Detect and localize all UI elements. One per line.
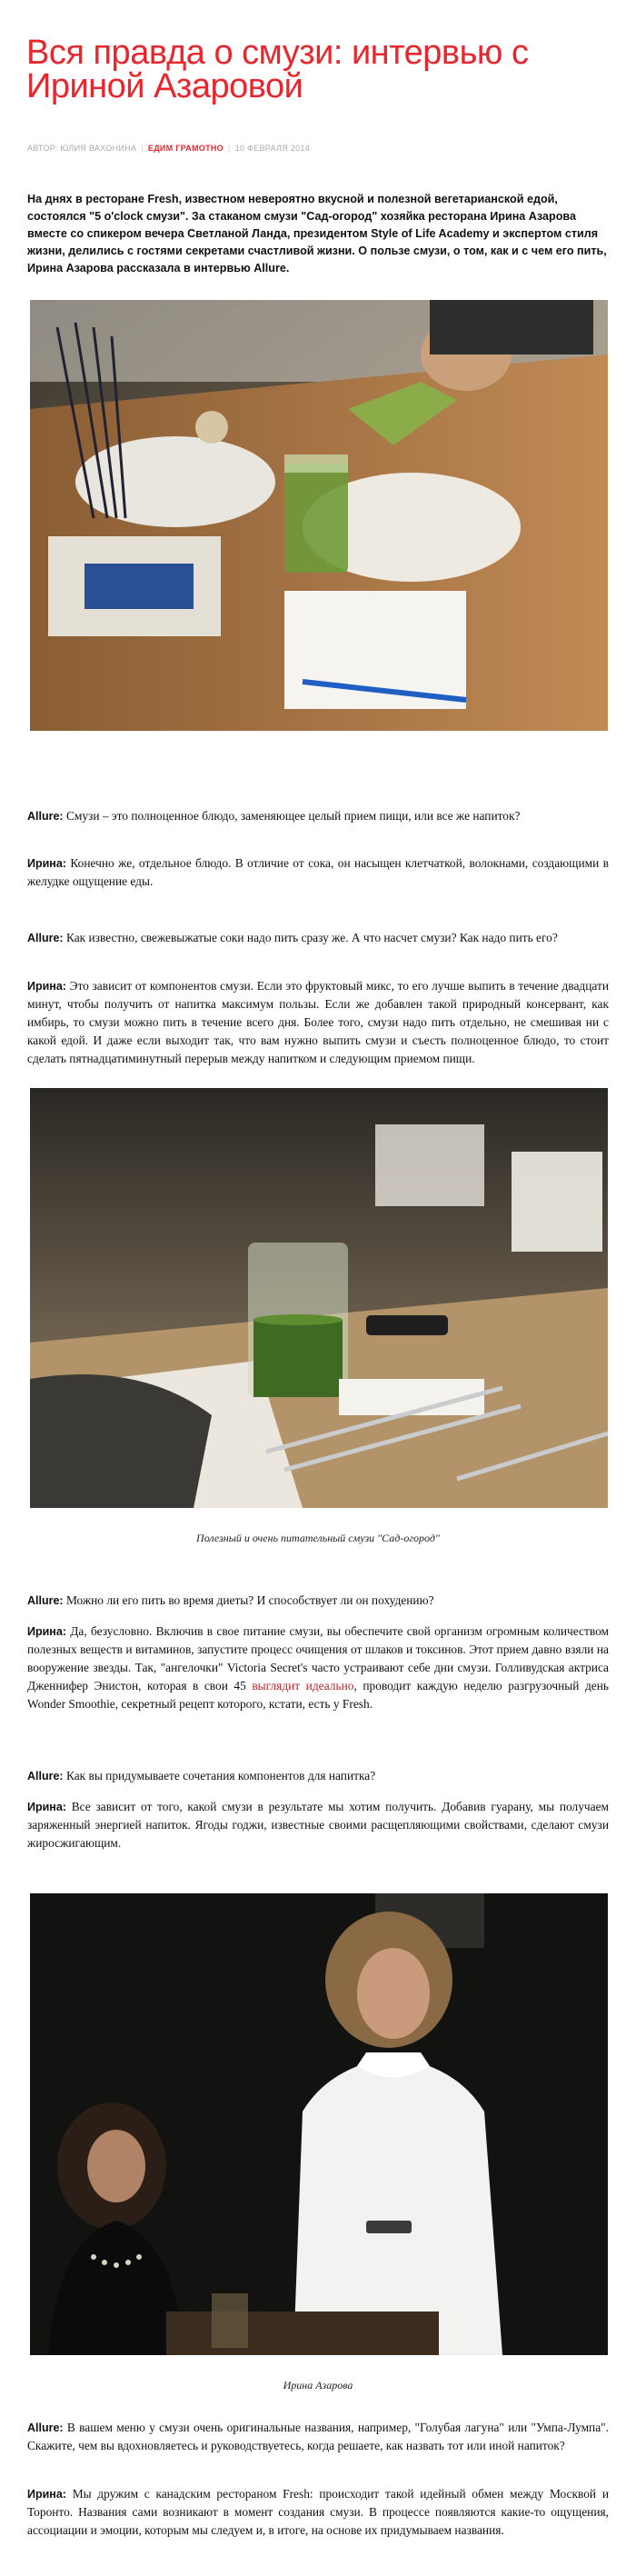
smoothie-pouring-image <box>30 300 608 731</box>
category-link[interactable]: ЕДИМ ГРАМОТНО <box>147 144 224 153</box>
qa-answer <box>27 2485 609 2540</box>
qa-text: В вашем меню у смузи очень оригинальные названия, например, "Голубая лагуна" или "Умпа-Лумпа". Скажите, чем вы вдохновляетесь и руководствуетесь, когда решаете, как назвать тот или иной напиток? <box>27 2421 609 2452</box>
speaker-label: Ирина: <box>27 980 66 993</box>
qa-answer <box>27 854 609 891</box>
speaker-label: Ирина: <box>27 1801 66 1813</box>
article-meta <box>27 144 609 153</box>
qa-question <box>27 1592 609 1610</box>
photo-caption: Полезный и очень питательный смузи "Сад-огород" <box>196 1532 440 1544</box>
qa-text: Все зависит от того, какой смузи в результате мы хотим получить. Добавив гуарану, мы получаем заряженный энергией напиток. Ягоды годжи, известные своими расщепляющими свойствами, сделают смузи жиросжигающим. <box>27 1800 609 1850</box>
speaker-label: Allure: <box>27 1594 64 1607</box>
speaker-label: Ирина: <box>27 1625 66 1638</box>
article-title: Вся правда о смузи: интервью с Ириной Азаровой <box>26 34 529 105</box>
article-inline-link[interactable]: выглядит идеально <box>252 1679 354 1692</box>
photo-irina-azarova <box>30 1893 608 2355</box>
qa-text: Как известно, свежевыжатые соки надо пить сразу же. А что насчет смузи? Как надо пить его? <box>63 931 558 944</box>
speaker-label: Ирина: <box>27 2488 66 2501</box>
speaker-label: Allure: <box>27 932 64 944</box>
qa-question <box>27 807 609 825</box>
speaker-label: Allure: <box>27 810 64 823</box>
photo-smoothie-pouring <box>30 300 608 731</box>
qa-question <box>27 2419 609 2455</box>
meta-divider: | <box>141 144 144 153</box>
photo-caption: Ирина Азарова <box>283 2379 353 2391</box>
article-lead: На днях в ресторане Fresh, известном невероятно вкусной и полезной вегетарианской едой, состоялся "5 o'clock смузи". За стаканом смузи "Сад-огород" хозяйка ресторана Ирина Азарова вместе со спикером вечера Светланой Ланда, президентом Style of Life Academy и экспертом стиля жизни, делились с гостями секретами счастливой жизни. О пользе смузи, о том, как и с чем его пить, Ирина Азарова рассказала в интервью Allure. <box>27 193 607 275</box>
qa-text: Можно ли его пить во время диеты? И способствует ли он похудению? <box>63 1593 434 1607</box>
smoothie-glass-image <box>30 1088 608 1508</box>
speaker-label: Allure: <box>27 1770 64 1782</box>
qa-question <box>27 1767 609 1785</box>
qa-answer <box>27 1622 609 1713</box>
qa-text: Смузи – это полноценное блюдо, заменяющее целый прием пищи, или все же напиток? <box>63 809 521 823</box>
qa-text: Это зависит от компонентов смузи. Если это фруктовый микс, то его лучше выпить в течение двадцати минут, чтобы получить от напитка максимум пользы. Если же добавлен такой природный консервант, как имбирь, то смузи можно пить в течение всего дня. Более того, смузи надо пить отдельно, не смешивая ни с какой едой. И даже если выходит так, что вам нужно выпить смузи и съесть полноценное блюдо, то стоит сделать пятнадцатиминутный перерыв между напитком и следующим приемом пищи. <box>27 979 609 1065</box>
qa-answer <box>27 977 609 1068</box>
photo-smoothie-glass <box>30 1088 608 1508</box>
qa-text: Конечно же, отдельное блюдо. В отличие от сока, он насыщен клетчаткой, волокнами, создающими в желудке ощущение еды. <box>27 856 609 888</box>
qa-answer <box>27 1798 609 1852</box>
qa-text: Мы дружим с канадским рестораном Fresh: происходит такой идейный обмен между Москвой и Торонто. Названия сами возникают в момент создания смузи. В процессе появляются какие-то ощущения, ассоциации и эмоции, которым мы следуем и, в итоге, на основе их придумываем названия. <box>27 2487 609 2537</box>
qa-text: , проводит каждую неделю разгрузочный день Wonder Smoothie, секретный рецепт которого, кстати, есть у Fresh. <box>27 1679 610 1711</box>
speaker-label: Allure: <box>27 2421 64 2434</box>
speaker-label: Ирина: <box>27 857 66 870</box>
publish-date: 10 ФЕВРАЛЯ 2014 <box>234 144 311 153</box>
author-label[interactable]: АВТОР: ЮЛИЯ ВАХОНИНА <box>27 144 137 153</box>
qa-question <box>27 929 609 947</box>
qa-text: Да, безусловно. Включив в свое питание смузи, вы обеспечите свой организм огромным количеством полезных веществ и витаминов, запустите процесс очищения от шлаков и токсинов. Этот прием давно взяли на вооружение звезды. Так, "ангелочки" Victoria Secret's часто устраивают себе дни смузи. Голливудская актриса Дженнифер Энистон, которая в свои 45 <box>27 1624 609 1692</box>
meta-divider: | <box>227 144 231 153</box>
irina-azarova-image <box>30 1893 608 2355</box>
qa-text: Как вы придумываете сочетания компонентов для напитка? <box>63 1769 376 1782</box>
